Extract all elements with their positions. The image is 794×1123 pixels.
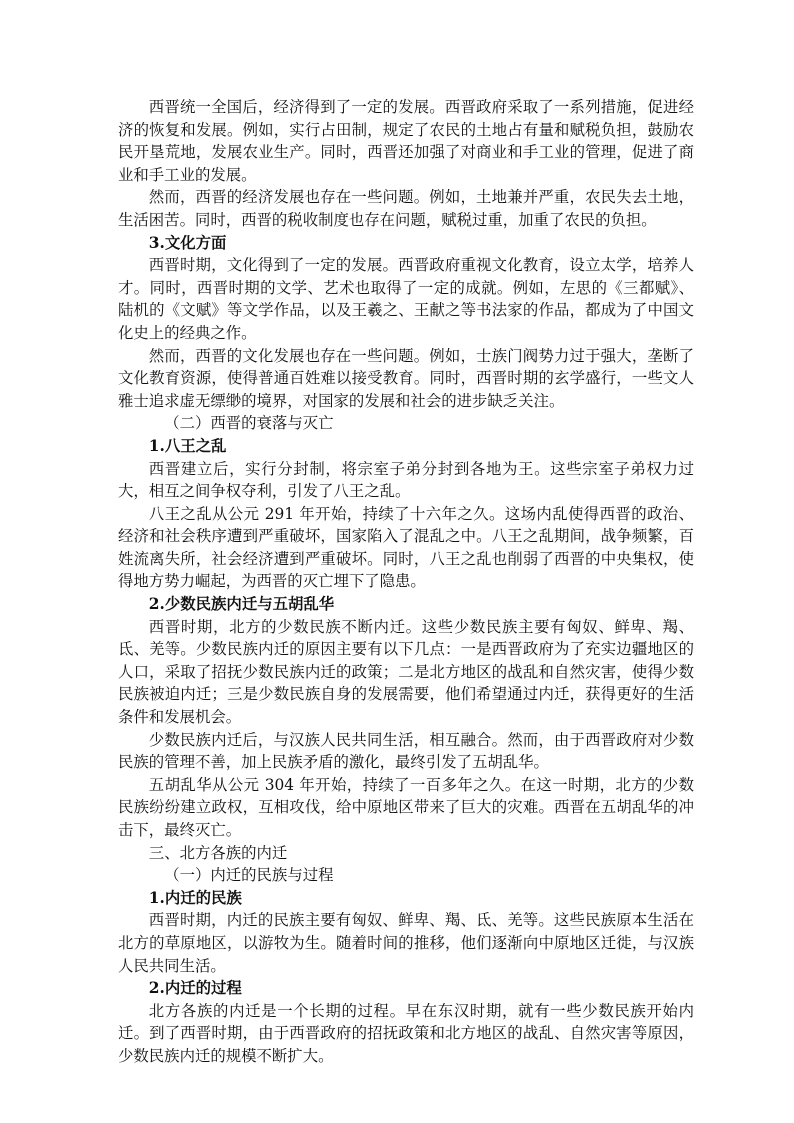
paragraph-culture-development: 西晋时期，文化得到了一定的发展。西晋政府重视文化教育，设立太学，培养人才。同时，西晋时期的文学、艺术也取得了一定的成就。例如，左思的《三都赋》、陆机的《文赋》等文学作品，以及王羲之、王献之等书法家的作品，都成为了中国文化史上的经典之作。: [118, 256, 694, 342]
paragraph-culture-problems: 然而，西晋的文化发展也存在一些问题。例如，士族门阀势力过于强大，垄断了文化教育资源，使得普通百姓难以接受教育。同时，西晋时期的玄学盛行，一些文人雅士追求虚无缥缈的境界，对国家的发展和社会的进步缺乏关注。: [118, 346, 694, 410]
heading-migration-five-hu: 2.少数民族内迁与五胡乱华: [148, 595, 335, 614]
paragraph-migration-fusion: 少数民族内迁后，与汉族人民共同生活，相互融合。然而，由于西晋政府对少数民族的管理不善，加上民族矛盾的激化，最终引发了五胡乱华。: [118, 730, 694, 772]
heading-migration-process: 2.内迁的过程: [148, 979, 242, 998]
paragraph-migration-reasons: 西晋时期，北方的少数民族不断内迁。这些少数民族主要有匈奴、鲜卑、羯、氐、羌等。少数民族内迁的原因主要有以下几点：一是西晋政府为了充实边疆地区的人口，采取了招抚少数民族内迁的政策；二是北方地区的战乱和自然灾害，使得少数民族被迫内迁；三是少数民族自身的发展需要，他们希望通过内迁，获得更好的生活条件和发展机会。: [118, 617, 694, 727]
paragraph-economy-development: 西晋统一全国后，经济得到了一定的发展。西晋政府采取了一系列措施，促进经济的恢复和发展。例如，实行占田制，规定了农民的土地占有量和赋税负担，鼓励农民开垦荒地，发展农业生产。同时，西晋还加强了对商业和手工业的管理，促进了商业和手工业的发展。: [118, 98, 694, 184]
heading-migrating-peoples: 1.内迁的民族: [148, 888, 242, 907]
paragraph-eight-princes-cause: 西晋建立后，实行分封制，将宗室子弟分封到各地为王。这些宗室子弟权力过大，相互之间争权夺利，引发了八王之乱。: [118, 459, 694, 501]
heading-eight-princes: 1.八王之乱: [148, 436, 227, 455]
paragraph-migration-process: 北方各族的内迁是一个长期的过程。早在东汉时期，就有一些少数民族开始内迁。到了西晋时期，由于西晋政府的招抚政策和北方地区的战乱、自然灾害等原因，少数民族内迁的规模不断扩大。: [118, 1001, 694, 1065]
paragraph-five-hu: 五胡乱华从公元 304 年开始，持续了一百多年之久。在这一时期，北方的少数民族纷纷建立政权，互相攻伐，给中原地区带来了巨大的灾难。西晋在五胡乱华的冲击下，最终灭亡。: [118, 775, 694, 839]
heading-migrating-peoples-process: （一）内迁的民族与过程: [164, 866, 334, 885]
heading-northern-migration: 三、北方各族的内迁: [148, 843, 288, 862]
heading-culture: 3.文化方面: [148, 233, 227, 252]
paragraph-eight-princes-impact: 八王之乱从公元 291 年开始，持续了十六年之久。这场内乱使得西晋的政治、经济和社会秩序遭到严重破坏，国家陷入了混乱之中。八王之乱期间，战争频繁，百姓流离失所，社会经济遭到严重破坏。同时，八王之乱也削弱了西晋的中央集权，使得地方势力崛起，为西晋的灭亡埋下了隐患。: [118, 504, 694, 591]
paragraph-economy-problems: 然而，西晋的经济发展也存在一些问题。例如，土地兼并严重，农民失去土地，生活困苦。同时，西晋的税收制度也存在问题，赋税过重，加重了农民的负担。: [118, 188, 694, 229]
document-page: [118, 96, 694, 1068]
heading-decline-and-fall: （二）西晋的衰落与灭亡: [164, 414, 334, 433]
paragraph-migrating-peoples: 西晋时期，内迁的民族主要有匈奴、鲜卑、羯、氐、羌等。这些民族原本生活在北方的草原地区，以游牧为生。随着时间的推移，他们逐渐向中原地区迁徙，与汉族人民共同生活。: [118, 911, 694, 975]
